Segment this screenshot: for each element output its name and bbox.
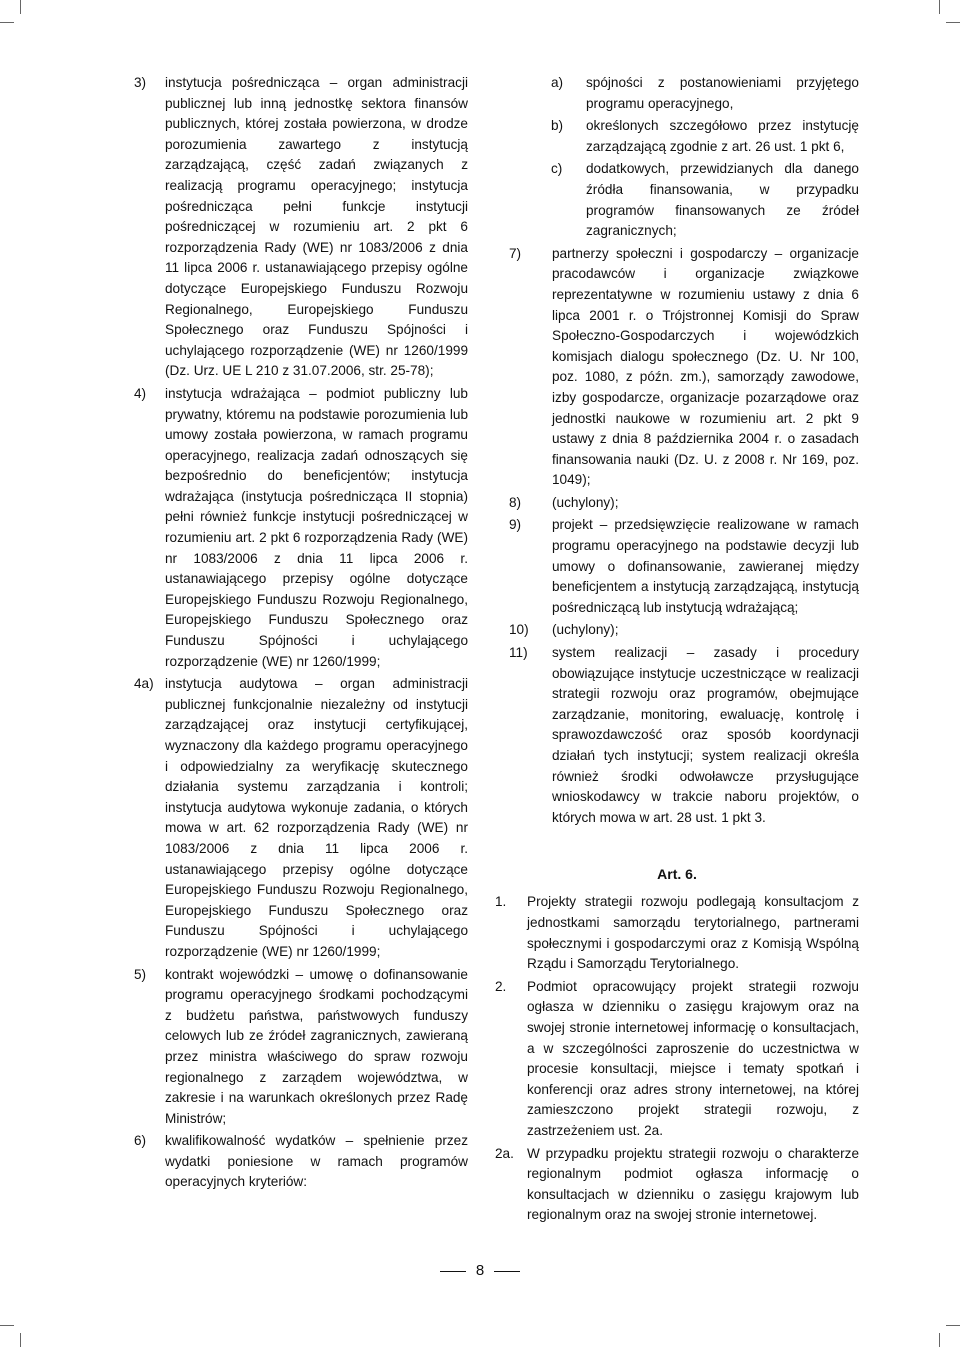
article-paragraph <box>495 977 859 1142</box>
right-column <box>495 73 859 1226</box>
article-heading: Art. 6. <box>657 866 697 883</box>
crop-mark <box>0 22 14 23</box>
sub-list-item <box>495 116 859 157</box>
crop-mark <box>20 1333 21 1347</box>
crop-mark <box>20 0 21 14</box>
item-number: 11) <box>509 645 528 661</box>
page-number-dash <box>494 1271 520 1272</box>
item-text: instytucja wdrażająca – podmiot publiczny lub prywatny, któremu na podstawie porozumienia lub umowy została powierzona, w ramach programu operacyjnego, realizacja zadań odnoszących się bezpośrednio do beneficjentów; instytucja wdrażająca (instytucja pośrednicząca II stopnia) pełni również funkcje instytucji pośredniczącej w rozumieniu art. 2 pkt 6 rozporządzenia Rady (WE) nr 1083/2006 z dnia 11 lipca 2006 r. ustanawiającego przepisy ogólne dotyczące Europejskiego Funduszu Rozwoju Regionalnego, Europejskiego Funduszu Społecznego oraz Funduszu Spójności i uchylającego rozporządzenie (WE) nr 1260/1999; <box>165 385 468 669</box>
page-number <box>0 1262 960 1279</box>
item-letter: a) <box>551 75 564 90</box>
item-text: projekt – przedsięwzięcie realizowane w ramach programu operacyjnego na podstawie decyzji lub umowy o dofinansowanie, zawieranej między beneficjentem a instytucją zarządzającą, instytucją pośredniczącą lub instytucją wdrażającą; <box>552 517 859 615</box>
item-text: instytucja audytowa – organ administracji publicznej funkcjonalnie niezależny od instytucji zarządzającej oraz instytucji certyfikującej, wyznaczony dla każdego programu operacyjnego i odpowiedzialny za weryfikację skutecznego działania systemu zarządzania i kontroli; instytucja audytowa wykonuje zadania, o których mowa w art. 62 rozporządzenia Rady (WE) nr 1083/2006 z dnia 11 lipca 2006 r. ustanawiającego przepisy ogólne dotyczące Europejskiego Funduszu Rozwoju Regionalnego, Europejskiego Funduszu Społecznego oraz Funduszu Spójności i uchylającego rozporządzenie (WE) nr 1260/1999; <box>165 676 468 959</box>
item-number: 6) <box>134 1133 147 1149</box>
item-letter: c) <box>551 161 563 177</box>
list-item <box>495 493 859 514</box>
item-number: 4) <box>134 385 147 401</box>
item-text: dodatkowych, przewidzianych dla danego źródła finansowania, w przypadku programów finansowanych ze źródeł zagranicznych; <box>586 161 859 239</box>
sub-list-item <box>495 73 859 114</box>
item-number: 4a) <box>134 676 154 692</box>
item-letter: b) <box>551 118 564 134</box>
item-text: określonych szczegółowo przez instytucję zarządzającą zgodnie z art. 26 ust. 1 pkt 6, <box>586 118 859 154</box>
item-text: (uchylony); <box>552 494 619 510</box>
page-number-value: 8 <box>475 1262 485 1279</box>
page-number-dash <box>440 1271 466 1272</box>
item-number: 8) <box>509 494 522 510</box>
item-text: kontrakt wojewódzki – umowę o dofinansowanie programu operacyjnego środkami pochodzącymi z budżetu państwa, państwowych funduszy celowych lub ze źródeł zagranicznych, zawieraną przez ministra właściwego do spraw rozwoju regionalnego z zarządem województwa, w zakresie i na warunkach określonych przez Radę Ministrów; <box>165 966 468 1126</box>
list-item <box>134 965 468 1130</box>
article-paragraph <box>495 1144 859 1226</box>
item-text: partnerzy społeczni i gospodarczy – organizacje pracodawców i organizacje związkowe reprezentatywne w rozumieniu ustawy z dnia 6 lipca 2001 r. o Trójstronnej Komisji do Spraw Społeczno-Gospodarczych i wojewódzkich komisjach dialogu społecznego (Dz. U. Nr 100, poz. 1080, z późn. zm.), samorządy zawodowe, izby gospodarcze, organizacje pozarządowe oraz jednostki naukowe w rozumieniu art. 2 pkt 9 ustawy z dnia 8 października 2004 r. o zasadach finansowania nauki (Dz. U. z 2008 r. Nr 169, poz. 1049); <box>552 245 859 488</box>
list-item <box>134 73 468 382</box>
article-paragraph <box>495 892 859 974</box>
list-item <box>495 643 859 828</box>
list-item <box>134 384 468 672</box>
paragraph-number: 2. <box>495 978 507 994</box>
item-text: (uchylony); <box>552 622 619 638</box>
list-item <box>495 620 859 641</box>
sub-list-item <box>495 159 859 241</box>
item-text: spójności z postanowieniami przyjętego programu operacyjnego, <box>586 75 859 111</box>
paragraph-text: W przypadku projektu strategii rozwoju o charakterze regionalnym podmiot ogłasza informację o konsultacjach w dzienniku o zasięgu krajowym lub regionalnym oraz na swojej stronie internetowej. <box>527 1145 859 1223</box>
list-item <box>495 515 859 618</box>
left-column <box>134 73 468 1193</box>
paragraph-number: 1. <box>495 894 507 910</box>
list-item <box>495 244 859 491</box>
item-text: kwalifikowalność wydatków – spełnienie przez wydatki poniesione w ramach programów operacyjnych kryteriów: <box>165 1133 468 1190</box>
item-number: 9) <box>509 517 522 533</box>
crop-mark <box>946 1325 960 1326</box>
item-number: 5) <box>134 966 147 982</box>
paragraph-text: Projekty strategii rozwoju podlegają konsultacjom z jednostkami samorządu terytorialnego, partnerami społecznymi i gospodarczymi oraz z Komisją Wspólną Rządu i Samorządu Terytorialnego. <box>527 894 859 972</box>
item-text: instytucja pośrednicząca – organ administracji publicznej lub inną jednostkę sektora finansów publicznych, której została powierzona, w drodze porozumienia zawartego z instytucją zarządzającą, część zadań związanych z realizacją programu operacyjnego; instytucja pośrednicząca pełni funkcje instytucji pośredniczącej w rozumieniu art. 2 pkt 6 rozporządzenia Rady (WE) nr 1083/2006 z dnia 11 lipca 2006 r. ustanawiającego przepisy ogólne dotyczące Europejskiego Funduszu Rozwoju Regionalnego, Europejskiego Funduszu Społecznego oraz Funduszu Spójności i uchylającego rozporządzenie (WE) nr 1260/1999 (Dz. Urz. UE L 210 z 31.07.2006, str. 25-78); <box>165 75 468 379</box>
list-item <box>134 1131 468 1193</box>
item-number: 3) <box>134 75 147 90</box>
item-number: 7) <box>509 245 522 261</box>
crop-mark <box>939 0 940 14</box>
paragraph-number: 2a. <box>495 1145 514 1161</box>
crop-mark <box>939 1333 940 1347</box>
list-item <box>134 674 468 962</box>
crop-mark <box>946 22 960 23</box>
item-number: 10) <box>509 622 529 638</box>
paragraph-text: Podmiot opracowujący projekt strategii rozwoju ogłasza w dzienniku o zasięgu krajowym oraz na swojej stronie internetowej informację o konsultacjach, a w szczególności zaproszenie do uczestnictwa w procesie konsultacji, miejsce i tematy spotkań i konferencji oraz adres strony internetowej, na której zamieszczono projekt strategii rozwoju, z zastrzeżeniem ust. 2a. <box>527 978 859 1138</box>
crop-mark <box>0 1325 14 1326</box>
item-text: system realizacji – zasady i procedury obowiązujące instytucje uczestniczące w realizacji strategii rozwoju oraz programów, obejmujące zarządzanie, monitoring, ewaluację, kontrolę i sprawozdawczość oraz sposób koordynacji działań tych instytucji; system realizacji określa również środki odwoławcze przysługujące wnioskodawcy w trakcie naboru projektów, o których mowa w art. 28 ust. 1 pkt 3. <box>552 645 859 825</box>
